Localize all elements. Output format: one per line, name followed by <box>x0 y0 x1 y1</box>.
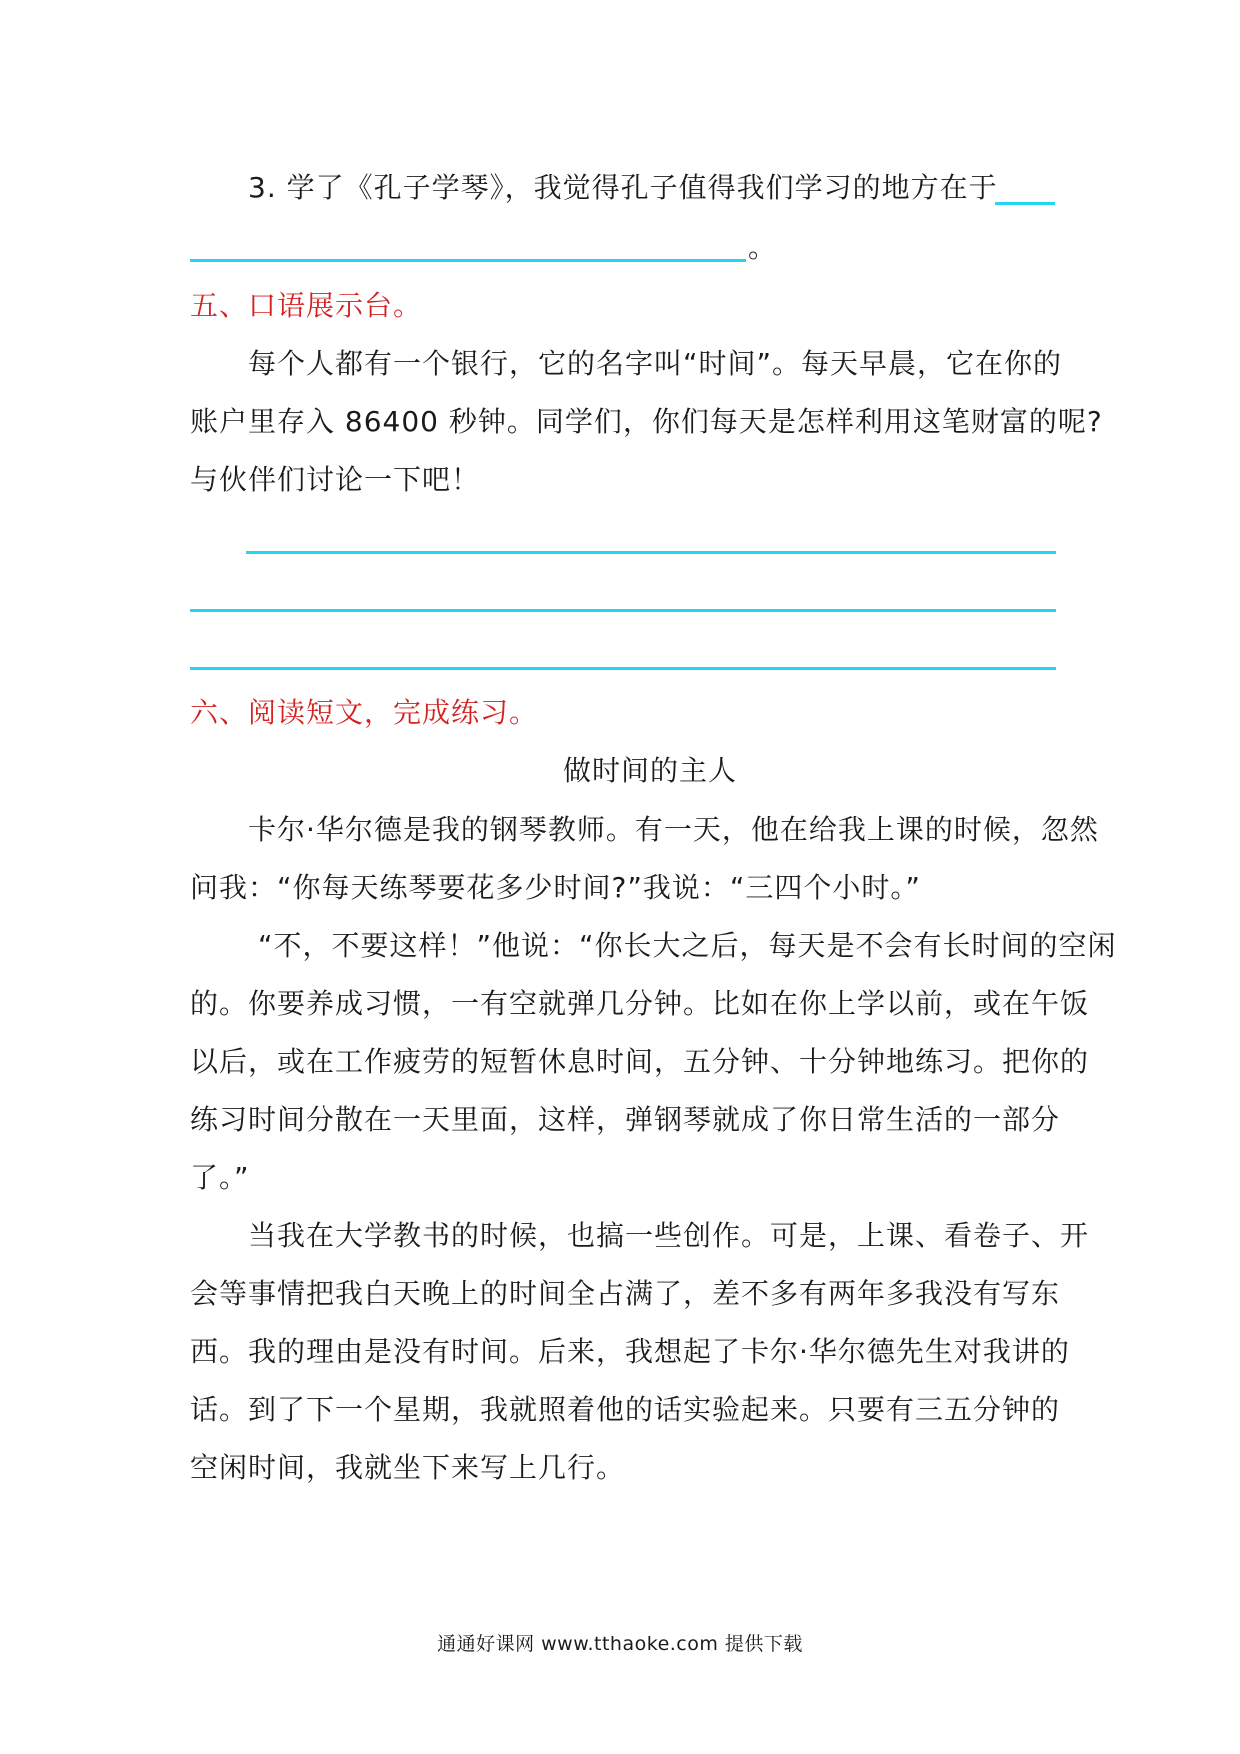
passage-line: 会等事情把我白天晚上的时间全占满了，差不多有两年多我没有写东 <box>190 1277 1061 1310</box>
footer-credit: 通通好课网 www.tthaoke.com 提供下载 <box>437 1633 803 1655</box>
passage-title: 做时间的主人 <box>562 754 737 787</box>
answer-line-s5-3 <box>190 667 1056 670</box>
passage-line: 以后，或在工作疲劳的短暂休息时间，五分钟、十分钟地练习。把你的 <box>190 1045 1090 1078</box>
question-3-end-mark: 。 <box>748 231 778 264</box>
answer-line-q3-1 <box>995 202 1055 205</box>
passage-line: “不，不要这样！”他说：“你长大之后，每天是不会有长时间的空闲 <box>258 929 1117 962</box>
passage-line: 问我：“你每天练琴要花多少时间?”我说：“三四个小时。” <box>190 871 921 904</box>
passage-line: 西。我的理由是没有时间。后来，我想起了卡尔·华尔德先生对我讲的 <box>190 1335 1070 1368</box>
passage-line: 练习时间分散在一天里面，这样，弹钢琴就成了你日常生活的一部分 <box>190 1103 1061 1136</box>
passage-line: 了。” <box>190 1161 250 1194</box>
passage-line: 话。到了下一个星期，我就照着他的话实验起来。只要有三五分钟的 <box>190 1393 1061 1426</box>
passage-line: 卡尔·华尔德是我的钢琴教师。有一天，他在给我上课的时候，忽然 <box>248 813 1099 846</box>
passage-line: 当我在大学教书的时候，也搞一些创作。可是，上课、看卷子、开 <box>248 1219 1090 1252</box>
passage-line: 空闲时间，我就坐下来写上几行。 <box>190 1451 626 1484</box>
question-3-text: 3. 学了《孔子学琴》，我觉得孔子值得我们学习的地方在于 <box>248 171 998 204</box>
section-6-heading: 六、阅读短文，完成练习。 <box>190 696 539 729</box>
answer-line-s5-2 <box>190 609 1056 612</box>
section-5-line-3: 与伙伴们讨论一下吧！ <box>190 463 481 496</box>
answer-line-q3-2 <box>190 259 746 262</box>
section-5-heading: 五、口语展示台。 <box>190 289 423 322</box>
passage-line: 的。你要养成习惯，一有空就弹几分钟。比如在你上学以前，或在午饭 <box>190 987 1090 1020</box>
section-5-line-2: 账户里存入 86400 秒钟。同学们，你们每天是怎样利用这笔财富的呢? <box>190 405 1103 438</box>
answer-line-s5-1 <box>246 551 1056 554</box>
section-5-line-1: 每个人都有一个银行，它的名字叫“时间”。每天早晨，它在你的 <box>248 347 1063 380</box>
